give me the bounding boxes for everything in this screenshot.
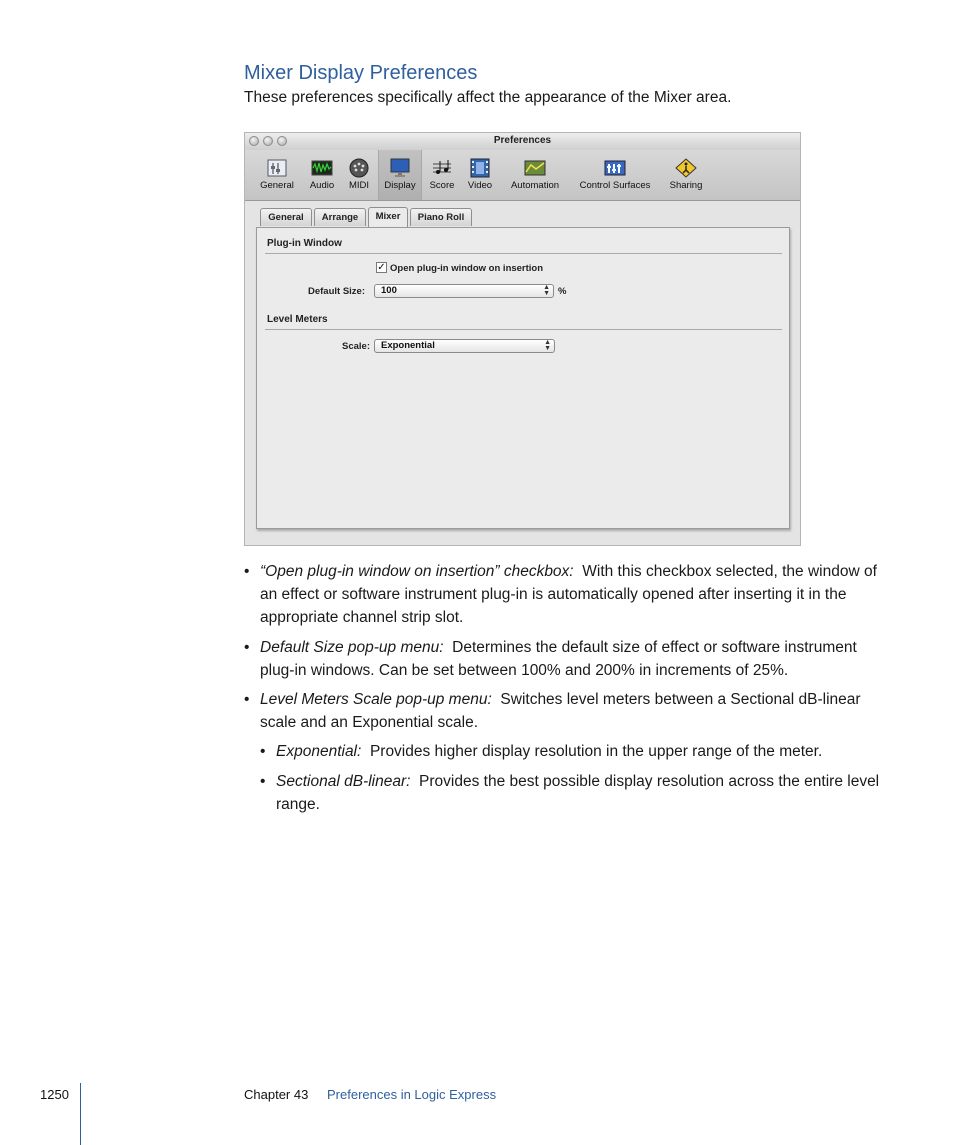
list-item xyxy=(260,770,884,816)
bullet-text: With this checkbox selected, the window of an effect or software instrument plug-in is automatically opened after inserting it in the appropriate channel strip slot. xyxy=(260,563,877,627)
toolbar-video[interactable] xyxy=(463,150,497,200)
open-plugin-checkbox-label: Open plug-in window on insertion xyxy=(390,263,544,274)
midi-icon xyxy=(348,158,370,178)
list-item xyxy=(244,560,884,630)
toolbar-display[interactable] xyxy=(378,150,422,200)
tab-mixer[interactable]: Mixer xyxy=(368,207,408,227)
toolbar-general[interactable] xyxy=(255,150,299,200)
toolbar-label: Sharing xyxy=(669,180,703,191)
bullet-term: Exponential: xyxy=(276,743,362,761)
window-title: Preferences xyxy=(493,135,552,146)
default-size-popup[interactable] xyxy=(374,284,554,298)
bullet-text: Determines the default size of effect or software instrument plug-in windows. Can be set between 100% and 200% in increments of 25%. xyxy=(260,638,857,679)
scale-value: Exponential xyxy=(381,340,435,351)
score-icon xyxy=(431,158,453,178)
list-item xyxy=(260,740,884,763)
tab-piano-roll[interactable]: Piano Roll xyxy=(410,208,472,226)
automation-icon xyxy=(524,158,546,178)
open-plugin-checkbox[interactable]: ✓ xyxy=(377,262,386,273)
general-icon xyxy=(266,158,288,178)
toolbar-automation[interactable] xyxy=(503,150,567,200)
toolbar-midi[interactable] xyxy=(344,150,374,200)
toolbar-label: Score xyxy=(429,180,455,191)
toolbar-control-surfaces[interactable] xyxy=(572,150,658,200)
control-surfaces-icon xyxy=(604,158,626,178)
intro-paragraph: These preferences specifically affect the appearance of the Mixer area. xyxy=(244,89,732,106)
toolbar-label: Display xyxy=(384,180,416,191)
bullet-marker: • xyxy=(244,638,250,656)
bullet-text: Provides higher display resolution in the upper range of the meter. xyxy=(369,743,823,761)
bullet-marker: • xyxy=(260,772,266,790)
bullet-term: “Open plug-in window on insertion” checkbox: xyxy=(260,563,574,580)
preferences-window-screenshot xyxy=(244,132,801,546)
bullet-list xyxy=(244,560,884,822)
popup-arrows-icon: ▲ ▼ xyxy=(544,339,551,352)
bullet-marker: • xyxy=(244,563,250,580)
plug-in-window-group-title: Plug-in Window xyxy=(267,238,342,249)
footer-chapter: Chapter 43 xyxy=(244,1087,309,1102)
list-item xyxy=(244,688,884,734)
toolbar-label: Audio xyxy=(309,180,335,191)
scale-popup[interactable] xyxy=(374,339,555,353)
list-item xyxy=(244,636,884,682)
bullet-term: Level Meters Scale pop-up menu: xyxy=(260,691,492,709)
toolbar-label: General xyxy=(260,180,294,191)
scale-label: Scale: xyxy=(342,341,370,352)
bullet-text: Provides the best possible display resolution across the entire level range. xyxy=(276,772,880,813)
group-divider xyxy=(265,329,782,330)
bullet-marker: • xyxy=(260,743,266,761)
tab-arrange[interactable]: Arrange xyxy=(314,208,366,226)
toolbar-label: Control Surfaces xyxy=(579,180,651,191)
display-icon xyxy=(389,158,411,178)
window-titlebar xyxy=(245,133,800,151)
default-size-label: Default Size: xyxy=(308,286,366,297)
video-icon xyxy=(469,158,491,178)
bullet-text: Switches level meters between a Sectional dB-linear scale and an Exponential scale. xyxy=(260,691,861,732)
tab-general[interactable]: General xyxy=(260,208,312,226)
section-heading: Mixer Display Preferences xyxy=(244,62,478,84)
percent-sign: % xyxy=(558,286,567,297)
toolbar-score[interactable] xyxy=(426,150,458,200)
bullet-term: Sectional dB-linear: xyxy=(276,772,411,790)
preferences-toolbar xyxy=(245,150,800,201)
footer-divider xyxy=(80,1083,81,1145)
mixer-settings-pane xyxy=(256,227,790,529)
audio-icon xyxy=(311,158,333,178)
footer-chapter-title: Preferences in Logic Express xyxy=(327,1087,497,1102)
toolbar-label: MIDI xyxy=(348,180,370,191)
bullet-marker: • xyxy=(244,691,250,709)
level-meters-group-title: Level Meters xyxy=(267,314,328,325)
sharing-icon xyxy=(675,158,697,178)
toolbar-label: Automation xyxy=(510,180,560,191)
toolbar-sharing[interactable] xyxy=(664,150,708,200)
bullet-term: Default Size pop-up menu: xyxy=(260,638,444,656)
default-size-value: 100 xyxy=(381,285,397,296)
page-number: 1250 xyxy=(40,1087,69,1102)
popup-arrows-icon: ▲ ▼ xyxy=(543,284,550,297)
toolbar-audio[interactable] xyxy=(303,150,341,200)
toolbar-label: Video xyxy=(467,180,493,191)
group-divider xyxy=(265,253,782,254)
